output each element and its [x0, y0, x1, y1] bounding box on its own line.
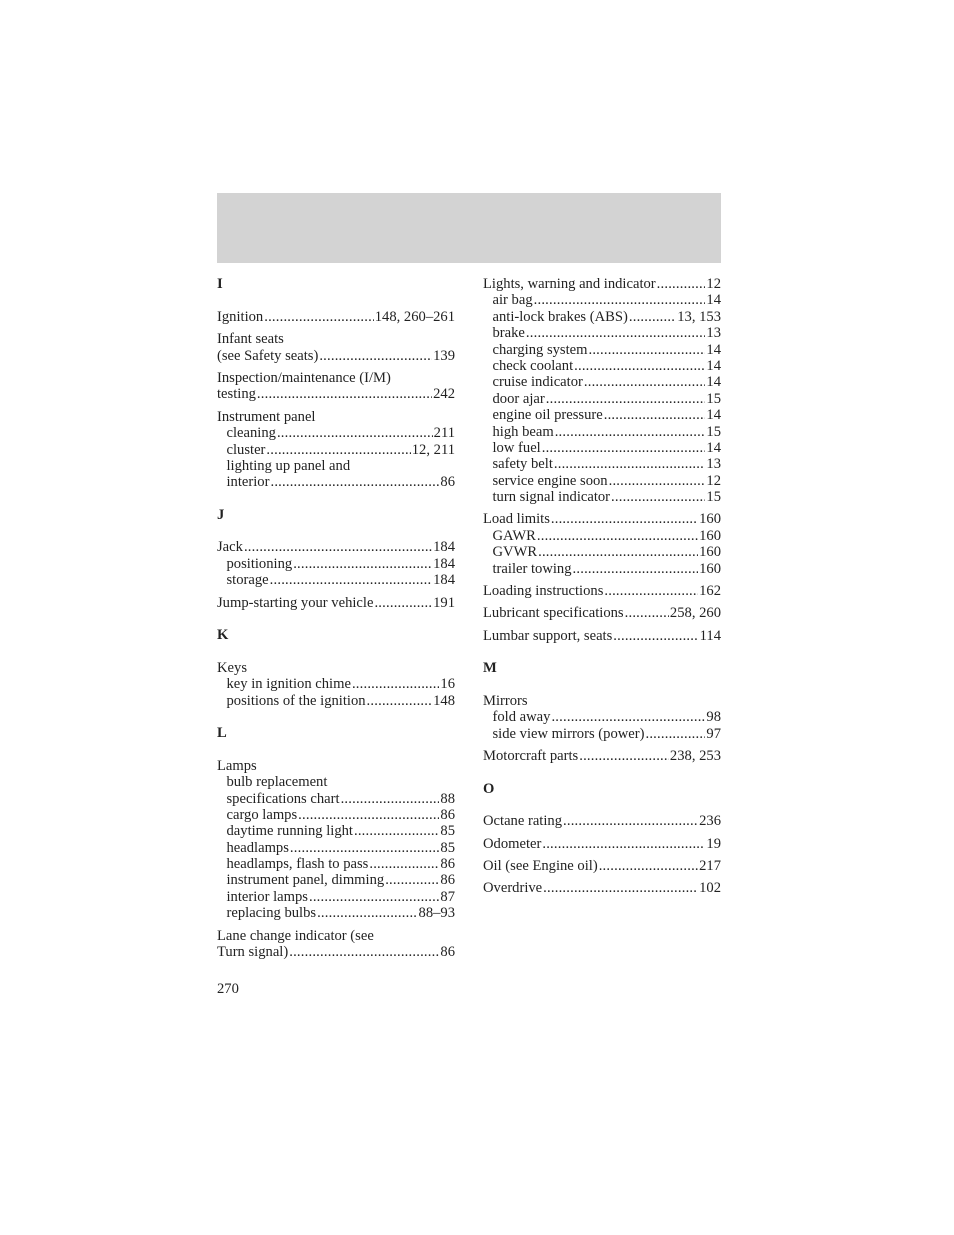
index-entry-line: [217, 758, 455, 774]
index-entry-line: [217, 539, 455, 555]
index-subentry-line: [217, 823, 455, 839]
index-entry: [483, 693, 721, 742]
dot-leader: [554, 456, 706, 472]
index-entry: [483, 813, 721, 829]
index-section-m: [483, 650, 721, 764]
dot-leader: [542, 440, 706, 456]
entry-term: anti-lock brakes (ABS): [492, 308, 628, 325]
entry-term: lighting up panel and: [226, 457, 351, 474]
page-reference: 184: [433, 572, 455, 589]
entry-term: Lane change indicator (see: [217, 927, 374, 944]
dot-leader: [573, 561, 699, 577]
entry-term: Motorcraft parts: [483, 748, 579, 765]
dot-leader: [537, 528, 698, 544]
dot-leader: [546, 391, 706, 407]
index-entry-line: [217, 409, 455, 425]
entry-term: Lamps: [217, 757, 257, 774]
page-reference: 86: [440, 806, 455, 823]
index-entry: [217, 928, 455, 961]
index-subentry-line: [483, 709, 721, 725]
index-entry: [483, 605, 721, 621]
entry-term: (see Safety seats): [217, 347, 319, 364]
page-reference: 238, 253: [669, 748, 721, 765]
index-section-j: [217, 497, 455, 611]
index-entry: [217, 758, 455, 922]
entry-term: engine oil pressure: [492, 407, 603, 424]
index-subentry-line: [217, 474, 455, 490]
entry-term: storage: [226, 572, 269, 589]
section-letter-heading: O: [483, 780, 495, 797]
entry-term: key in ignition chime: [226, 676, 351, 693]
page-reference: 236: [699, 813, 721, 830]
entry-term: Loading instructions: [483, 583, 604, 600]
dot-leader: [270, 572, 432, 588]
entry-term: cluster: [226, 441, 266, 458]
page-reference: 88: [440, 790, 455, 807]
index-entry-line: [217, 309, 455, 325]
page-reference: 191: [433, 594, 455, 611]
index-subentry-line: [483, 424, 721, 440]
page-reference: 160: [699, 544, 721, 561]
section-letter-heading: K: [217, 627, 229, 644]
entry-term: Turn signal): [217, 944, 289, 961]
entry-term: headlamps, flash to pass: [226, 856, 369, 873]
index-section-continued: [483, 276, 721, 644]
dot-leader: [613, 628, 698, 644]
entry-term: brake: [492, 325, 525, 342]
index-subentry-line: [483, 309, 721, 325]
index-subentry-line: [217, 556, 455, 572]
index-section-k: [217, 617, 455, 709]
page-reference: 102: [699, 880, 721, 897]
index-entry: [483, 583, 721, 599]
index-entry: [217, 370, 455, 403]
entry-term: cargo lamps: [226, 806, 298, 823]
index-subentry-line: [217, 425, 455, 441]
page-reference: 15: [706, 423, 721, 440]
index-subentry-line: [217, 442, 455, 458]
page-reference: 211: [433, 425, 455, 442]
index-subentry-line: [483, 374, 721, 390]
dot-leader: [352, 676, 439, 692]
dot-leader: [526, 325, 705, 341]
page-reference: 98: [706, 709, 721, 726]
page-reference: 14: [706, 374, 721, 391]
index-subentry-line: [217, 791, 455, 807]
page-reference: 97: [706, 725, 721, 742]
index-entry-line: [483, 276, 721, 292]
page-reference: 86: [440, 474, 455, 491]
page-reference: 12: [706, 275, 721, 292]
index-entry-line: [217, 386, 455, 402]
dot-leader: [551, 511, 698, 527]
entry-term: testing: [217, 386, 256, 403]
dot-leader: [611, 489, 705, 505]
index-entry: [217, 660, 455, 709]
section-letter-heading: L: [217, 724, 227, 741]
page-reference: 160: [699, 511, 721, 528]
index-subentry-line: [483, 325, 721, 341]
index-section-o: [483, 771, 721, 897]
index-subentry-line: [483, 544, 721, 560]
dot-leader: [354, 823, 439, 839]
entry-term: door ajar: [492, 390, 545, 407]
index-entry-line: [483, 511, 721, 527]
entry-term: headlamps: [226, 839, 289, 856]
index-entry: [483, 628, 721, 644]
entry-term: daytime running light: [226, 823, 353, 840]
index-subentry-line: [217, 774, 455, 790]
page-reference: 87: [440, 888, 455, 905]
entry-term: Overdrive: [483, 880, 543, 897]
page-reference: 86: [440, 856, 455, 873]
entry-term: cruise indicator: [492, 374, 583, 391]
dot-leader: [574, 358, 705, 374]
index-entry-line: [483, 605, 721, 621]
dot-leader: [609, 473, 706, 489]
section-letter-heading: I: [217, 276, 223, 292]
page-reference: 14: [706, 341, 721, 358]
page-reference: 148: [433, 692, 455, 709]
page-reference: 88–93: [418, 905, 455, 922]
index-entry-line: [483, 813, 721, 829]
index-section-l: [217, 715, 455, 960]
page-reference: 13: [706, 325, 721, 342]
index-subentry-line: [217, 693, 455, 709]
dot-leader: [657, 276, 706, 292]
index-subentry-line: [483, 358, 721, 374]
page-reference: 162: [699, 583, 721, 600]
dot-leader: [604, 407, 706, 423]
dot-leader: [584, 374, 706, 390]
index-subentry-line: [483, 726, 721, 742]
page-reference: 15: [706, 390, 721, 407]
entry-term: GAWR: [492, 527, 536, 544]
entry-term: turn signal indicator: [492, 489, 611, 506]
page-reference: 184: [433, 555, 455, 572]
page-number: 270: [217, 981, 239, 997]
index-subentry-line: [217, 856, 455, 872]
dot-leader: [555, 424, 706, 440]
entry-term: Oil (see Engine oil): [483, 858, 598, 875]
dot-leader: [625, 605, 669, 621]
entry-term: Instrument panel: [217, 408, 316, 425]
page-reference: 12, 211: [411, 441, 455, 458]
index-entry-line: [217, 331, 455, 347]
entry-term: trailer towing: [492, 560, 572, 577]
index-entry-line: [483, 583, 721, 599]
index-entry-line: [483, 858, 721, 874]
section-letter-heading: M: [483, 660, 497, 677]
page-reference: 160: [699, 560, 721, 577]
page-reference: 139: [433, 347, 455, 364]
entry-term: Infant seats: [217, 331, 284, 348]
entry-term: low fuel: [492, 439, 541, 456]
page-reference: 19: [706, 835, 721, 852]
index-entry-line: [217, 928, 455, 944]
dot-leader: [266, 442, 410, 458]
page-reference: 14: [706, 357, 721, 374]
entry-term: check coolant: [492, 357, 574, 374]
entry-term: cleaning: [226, 425, 276, 442]
dot-leader: [369, 856, 439, 872]
dot-leader: [298, 807, 439, 823]
index-entry: [217, 595, 455, 611]
entry-term: side view mirrors (power): [492, 725, 645, 742]
index-subentry-line: [483, 528, 721, 544]
index-subentry-line: [483, 407, 721, 423]
page-reference: 160: [699, 527, 721, 544]
page-reference: 16: [440, 676, 455, 693]
index-entry: [217, 409, 455, 491]
index-entry-line: [217, 944, 455, 960]
index-entry: [483, 881, 721, 897]
index-subentry-line: [217, 572, 455, 588]
index-entry-line: [217, 370, 455, 386]
page-reference: 217: [699, 858, 721, 875]
dot-leader: [543, 880, 698, 896]
dot-leader: [264, 309, 374, 325]
index-entry: [217, 309, 455, 325]
page-reference: 14: [706, 439, 721, 456]
page-reference: 86: [440, 872, 455, 889]
entry-term: Odometer: [483, 835, 542, 852]
dot-leader: [542, 836, 705, 852]
index-entry-line: [483, 628, 721, 644]
dot-leader: [385, 872, 439, 888]
page-reference: 85: [440, 823, 455, 840]
page-reference: 258, 260: [669, 605, 721, 622]
page-reference: 86: [440, 944, 455, 961]
page-reference: 184: [433, 539, 455, 556]
entry-term: Jack: [217, 539, 243, 556]
index-subentry-line: [217, 905, 455, 921]
dot-leader: [257, 386, 432, 402]
index-entry-line: [483, 836, 721, 852]
index-subentry-line: [217, 873, 455, 889]
dot-leader: [290, 840, 439, 856]
dot-leader: [289, 944, 439, 960]
dot-leader: [367, 693, 433, 709]
section-letter-heading: J: [217, 506, 225, 523]
dot-leader: [538, 544, 698, 560]
dot-leader: [341, 791, 440, 807]
entry-term: charging system: [492, 341, 588, 358]
index-subentry-line: [483, 292, 721, 308]
entry-term: high beam: [492, 423, 554, 440]
index-entry-line: [483, 748, 721, 764]
dot-leader: [309, 889, 439, 905]
page-reference: 242: [433, 386, 455, 403]
index-entry: [217, 331, 455, 364]
dot-leader: [563, 813, 698, 829]
index-subentry-line: [483, 561, 721, 577]
page-reference: 13, 153: [677, 308, 721, 325]
page-reference: 114: [699, 627, 721, 644]
index-entry: [483, 748, 721, 764]
index-entry: [483, 511, 721, 577]
entry-term: bulb replacement: [226, 774, 328, 791]
page-reference: 13: [706, 456, 721, 473]
dot-leader: [599, 858, 698, 874]
entry-term: Ignition: [217, 308, 264, 325]
page-reference: 15: [706, 489, 721, 506]
index-column-right: [483, 276, 721, 903]
dot-leader: [277, 425, 433, 441]
entry-term: replacing bulbs: [226, 905, 317, 922]
entry-term: instrument panel, dimming: [226, 872, 385, 889]
dot-leader: [293, 556, 432, 572]
dot-leader: [629, 309, 676, 325]
index-subentry-line: [217, 889, 455, 905]
entry-term: Keys: [217, 659, 247, 676]
entry-term: Lubricant specifications: [483, 605, 624, 622]
entry-term: service engine soon: [492, 472, 608, 489]
entry-term: air bag: [492, 292, 533, 309]
entry-term: fold away: [492, 709, 551, 726]
entry-term: specifications chart: [226, 790, 340, 807]
page-reference: 85: [440, 839, 455, 856]
dot-leader: [319, 348, 432, 364]
index-entry: [483, 276, 721, 505]
entry-term: GVWR: [492, 544, 538, 561]
entry-term: positioning: [226, 555, 293, 572]
entry-term: Lumbar support, seats: [483, 627, 613, 644]
entry-term: Inspection/maintenance (I/M): [217, 369, 391, 386]
entry-term: Jump-starting your vehicle: [217, 594, 374, 611]
dot-leader: [604, 583, 698, 599]
page-reference: 12: [706, 472, 721, 489]
entry-term: safety belt: [492, 456, 553, 473]
index-entry-line: [217, 660, 455, 676]
index-subentry-line: [217, 840, 455, 856]
dot-leader: [579, 748, 669, 764]
index-entry: [483, 858, 721, 874]
index-entry-line: [483, 881, 721, 897]
dot-leader: [551, 709, 705, 725]
index-subentry-line: [217, 807, 455, 823]
index-subentry-line: [483, 391, 721, 407]
index-subentry-line: [217, 458, 455, 474]
header-banner: [217, 193, 721, 263]
index-subentry-line: [217, 676, 455, 692]
index-entry-line: [217, 348, 455, 364]
entry-term: interior: [226, 474, 270, 491]
entry-term: Octane rating: [483, 813, 563, 830]
index-entry-line: [483, 693, 721, 709]
entry-term: Lights, warning and indicator: [483, 275, 656, 292]
index-entry: [483, 836, 721, 852]
index-entry: [217, 539, 455, 588]
index-subentry-line: [483, 456, 721, 472]
dot-leader: [588, 342, 705, 358]
dot-leader: [244, 539, 432, 555]
entry-term: positions of the ignition: [226, 692, 366, 709]
index-subentry-line: [483, 489, 721, 505]
entry-term: Mirrors: [483, 692, 528, 709]
index-section-i: [217, 276, 455, 491]
index-subentry-line: [483, 440, 721, 456]
page-reference: 14: [706, 292, 721, 309]
dot-leader: [374, 595, 432, 611]
entry-term: interior lamps: [226, 888, 308, 905]
entry-term: Load limits: [483, 511, 550, 528]
index-entry-line: [217, 595, 455, 611]
page-reference: 148, 260–261: [374, 308, 455, 325]
dot-leader: [645, 726, 705, 742]
dot-leader: [270, 474, 439, 490]
dot-leader: [317, 905, 417, 921]
index-column-left: [217, 276, 455, 966]
dot-leader: [534, 292, 706, 308]
page-reference: 14: [706, 407, 721, 424]
index-subentry-line: [483, 473, 721, 489]
index-subentry-line: [483, 342, 721, 358]
